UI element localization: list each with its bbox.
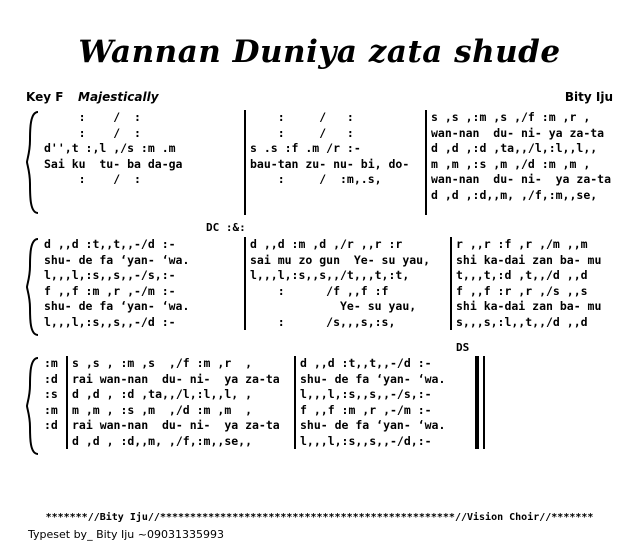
notation-line: d'',t :,l ,/s :m .m (44, 141, 176, 155)
notation-line: :d (44, 371, 58, 386)
system-3-columns (40, 356, 613, 449)
system-2-columns (40, 237, 636, 330)
notation-line: : / : (44, 125, 141, 140)
lyric-line: rai wan-nan du- ni- ya za-ta (72, 371, 280, 386)
notation-line: d ,,d :t,,t,,-/d :- (300, 356, 432, 370)
lyric-line: shu- de fa ‘yan- ‘wa. (44, 252, 190, 267)
brace-icon (26, 356, 40, 449)
notation-line: : /f ,,f :f (250, 283, 389, 298)
notation-line: f ,,f :m ,r ,-/m :- (300, 402, 432, 417)
lyric-line: shu- de fa ‘yan- ‘wa. (300, 371, 446, 386)
composer-credit: Bity Iju (564, 90, 613, 104)
notation-line: f ,,f :r ,r ,/s ,,s (456, 283, 588, 298)
final-double-barline (475, 356, 493, 449)
system-1-measure-1 (40, 110, 244, 215)
footer-banner: *******//Bity Iju//*************************************************//Vision Choir//******* (45, 512, 594, 523)
lyric-line: rai wan-nan du- ni- ya za-ta (72, 418, 280, 432)
key-signature: Key F (26, 90, 64, 104)
system-3-measure-2 (294, 356, 475, 449)
lyric-line: :m (44, 402, 58, 417)
notation-line: s ,s ,:m ,s ,/f :m ,r , (431, 110, 591, 124)
system-1-columns (40, 110, 636, 215)
typeset-credit: Typeset by_ Bity Iju ~09031335993 (28, 528, 224, 541)
lyric-line: Sai ku tu- ba da-ga (44, 156, 183, 171)
system-gap (0, 215, 639, 223)
notation-line: d ,d , :d ,ta,,/l,:l,,l, , (72, 387, 253, 401)
notation-line: :s (44, 387, 58, 401)
notation-line: : /s,,,s,:s, (250, 314, 396, 329)
brace-icon (26, 110, 40, 215)
notation-line: :d (44, 418, 58, 432)
staff-system-2 (26, 221, 613, 330)
notation-line: l,,,l,:s,,s,,-/s,:- (44, 268, 176, 282)
notation-line: t,,,t,:d ,t,,/d ,,d (456, 268, 588, 282)
tempo-marking: Majestically (78, 90, 159, 104)
notation-line: l,,,l,:s,,s,,-/s,:- (300, 387, 432, 401)
notation-line: l,,,l,:s,,s,,-/d,:- (300, 433, 432, 448)
system-3-pickup (40, 356, 66, 449)
lyric-line: shu- de fa ‘yan- ‘wa. (300, 418, 446, 432)
notation-line: d ,,d :m ,d ,/r ,,r :r (250, 237, 403, 251)
system-3-measure-1 (66, 356, 294, 449)
brace-icon (26, 237, 40, 330)
notation-line: d ,,d :t,,t,,-/d :- (44, 237, 176, 251)
notation-line: f ,,f :m ,r ,-/m :- (44, 283, 176, 298)
notation-line: s,,,s,:l,,t,,/d ,,d (456, 314, 588, 329)
notation-line: : / : (44, 110, 141, 124)
notation-line: l,,,l,:s,,s,,/t,,,t,:t, (250, 268, 410, 282)
notation-line: : / : (250, 110, 354, 124)
notation-line: m ,m ,:s ,m ,/d :m ,m , (431, 156, 591, 171)
staff-system-1 (26, 110, 613, 215)
notation-line: l,,,l,:s,,s,,-/d :- (44, 314, 176, 329)
notation-line: r ,,r :f ,r ,/m ,,m (456, 237, 588, 251)
notation-line: s ,s , :m ,s ,/f :m ,r , (72, 356, 253, 370)
lyric-line: bau-tan zu- nu- bi, do- (250, 156, 410, 171)
lyric-line: wan-nan du- ni- ya za-ta (431, 172, 612, 186)
system-gap (0, 330, 639, 338)
notation-line: m ,m , :s ,m ,/d :m ,m , (72, 402, 253, 417)
page-title: Wannan Duniya zata shude (78, 34, 561, 70)
system-2-measure-1 (40, 237, 244, 330)
system-2-measure-3 (450, 237, 636, 330)
dc-marking-1: DC :&: (206, 221, 246, 234)
notation-line: s .s :f .m /r :- (250, 141, 361, 155)
notation-line: : / : (44, 172, 141, 186)
lyric-line: shi ka-dai zan ba- mu (456, 299, 602, 313)
system-2-measure-2 (244, 237, 450, 330)
lyric-line: wan-nan du- ni- ya za-ta (431, 125, 605, 140)
notation-line: : / : (250, 125, 354, 140)
notation-line: d ,d , :d,,m, ,/f,:m,,se,, (72, 433, 253, 448)
ds-marking: DS (456, 341, 470, 354)
notation-line: :m (44, 356, 58, 370)
lyric-line: sai mu zo gun Ye- su yau, (250, 252, 431, 267)
lyric-line: Ye- su yau, (250, 299, 417, 313)
system-1-measure-3 (425, 110, 636, 215)
notation-line: d ,d ,:d,,m, ,/f,:m,,se, (431, 187, 598, 202)
notation-line: d ,d ,:d ,ta,,/l,:l,,l,, (431, 141, 598, 155)
lyric-line: shi ka-dai zan ba- mu (456, 252, 602, 267)
notation-line: : / :m,.s, (250, 172, 382, 186)
score-header (26, 90, 613, 108)
lyric-line: shu- de fa ‘yan- ‘wa. (44, 299, 190, 313)
system-1-measure-2 (244, 110, 425, 215)
staff-system-3 (26, 341, 613, 449)
